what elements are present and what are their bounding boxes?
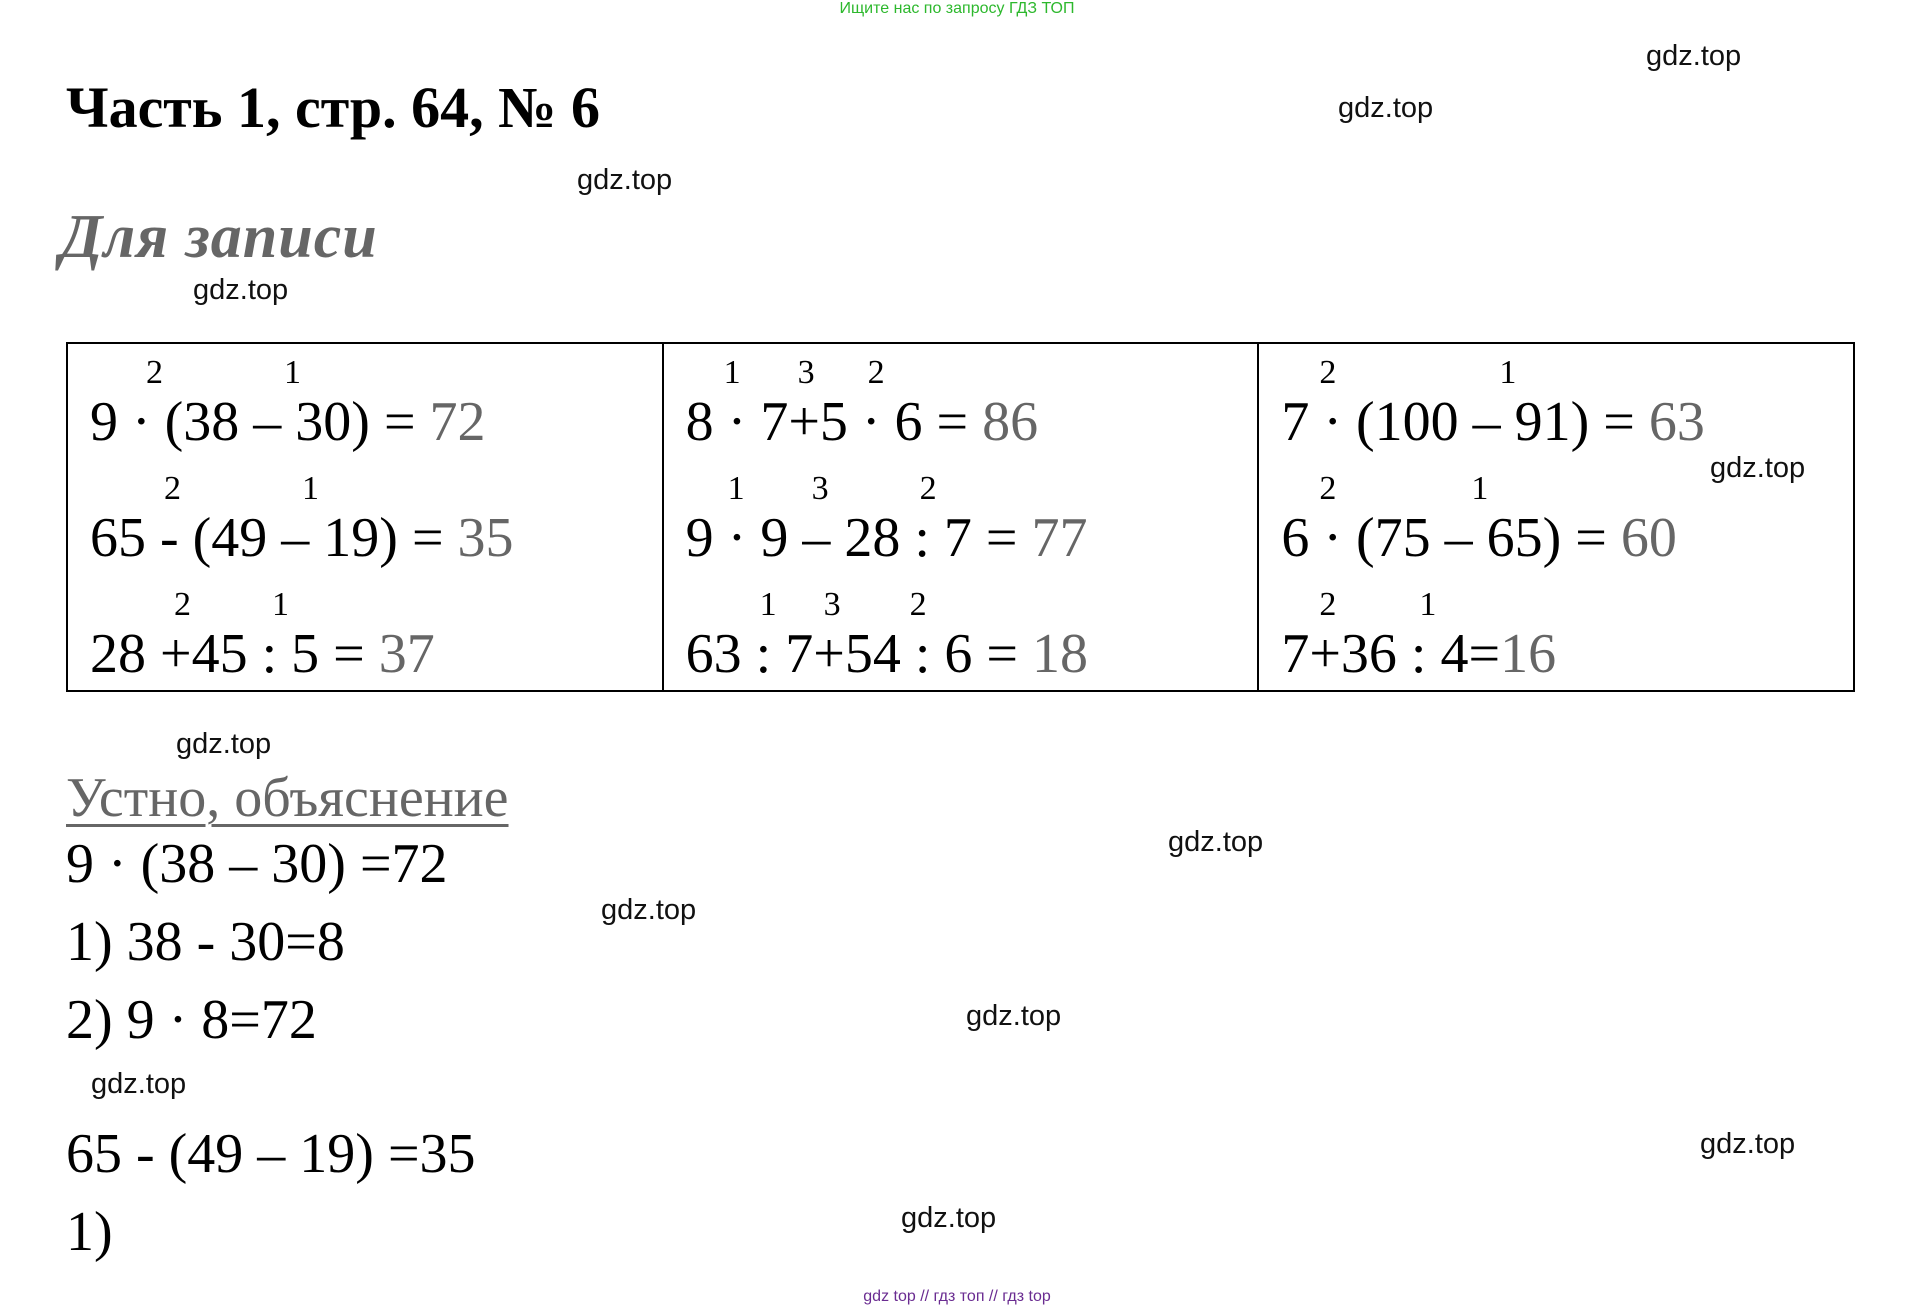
order-number: 2 (919, 470, 937, 507)
expressions-table (66, 342, 1855, 692)
explanation-line: 65 - (49 – 19) =35 (66, 1123, 476, 1185)
order-number: 2 (164, 470, 181, 507)
expression: 9 · (38 – 30) = 72 (90, 391, 486, 453)
table-cell-1 (68, 344, 662, 690)
watermark: gdz.top (176, 728, 272, 760)
order-number: 2 (909, 586, 927, 623)
watermark: gdz.top (1168, 826, 1264, 858)
watermark: gdz.top (1700, 1128, 1796, 1160)
answer: 86 (982, 391, 1039, 453)
section-heading: Для записи (60, 203, 378, 271)
order-number: 1 (723, 354, 741, 391)
order-number: 2 (1319, 354, 1337, 391)
answer: 72 (429, 391, 486, 453)
answer: 37 (378, 623, 435, 685)
expression: 28 +45 : 5 = 37 (90, 623, 435, 685)
expression: 63 : 7+54 : 6 = 18 (685, 623, 1088, 685)
order-number: 3 (797, 354, 815, 391)
explanation-line: 1) 38 - 30=8 (66, 911, 345, 973)
order-number: 1 (727, 470, 745, 507)
answer: 18 (1031, 623, 1088, 685)
answer: 60 (1620, 507, 1677, 569)
explanation-line: 2) 9 · 8=72 (66, 989, 317, 1051)
table-cell-2 (662, 344, 1258, 690)
explanation-line: 9 · (38 – 30) =72 (66, 833, 448, 895)
watermark: gdz.top (193, 274, 289, 306)
watermark: gdz.top (1710, 452, 1806, 484)
answer: 77 (1031, 507, 1088, 569)
top-notice: Ищите нас по запросу ГДЗ ТОП (839, 0, 1075, 17)
order-number: 1 (1419, 586, 1437, 623)
expression: 65 - (49 – 19) = 35 (90, 507, 514, 569)
order-number: 2 (1319, 586, 1337, 623)
watermark: gdz.top (901, 1202, 997, 1234)
expression: 7 · (100 – 91) = 63 (1281, 391, 1705, 453)
watermark: gdz.top (91, 1068, 187, 1100)
watermark: gdz.top (577, 164, 673, 196)
order-number: 2 (174, 586, 191, 623)
order-number: 2 (146, 354, 163, 391)
watermark: gdz.top (1338, 92, 1434, 124)
order-number: 1 (1471, 470, 1489, 507)
watermark: gdz.top (601, 894, 697, 926)
answer: 35 (457, 507, 514, 569)
expression: 8 · 7+5 · 6 = 86 (685, 391, 1039, 453)
footer-links: gdz top // гдз топ // гдз top (863, 1288, 1051, 1305)
order-number: 3 (811, 470, 829, 507)
expression: 7+36 : 4=16 (1281, 623, 1557, 685)
table-cell-3 (1257, 344, 1853, 690)
expression: 9 · 9 – 28 : 7 = 77 (685, 507, 1088, 569)
order-number: 1 (272, 586, 289, 623)
order-number: 1 (1499, 354, 1517, 391)
watermark: gdz.top (1646, 40, 1742, 72)
order-number: 3 (823, 586, 841, 623)
order-number: 2 (867, 354, 885, 391)
answer: 16 (1500, 623, 1557, 685)
order-number: 1 (284, 354, 301, 391)
order-number: 2 (1319, 470, 1337, 507)
order-number: 1 (302, 470, 319, 507)
watermark: gdz.top (966, 1000, 1062, 1032)
order-number: 1 (759, 586, 777, 623)
oral-heading: Устно, объяснение (66, 767, 509, 829)
answer: 63 (1648, 391, 1705, 453)
explanation-line: 1) (66, 1201, 113, 1263)
expression: 6 · (75 – 65) = 60 (1281, 507, 1677, 569)
page-title: Часть 1, стр. 64, № 6 (66, 75, 600, 140)
